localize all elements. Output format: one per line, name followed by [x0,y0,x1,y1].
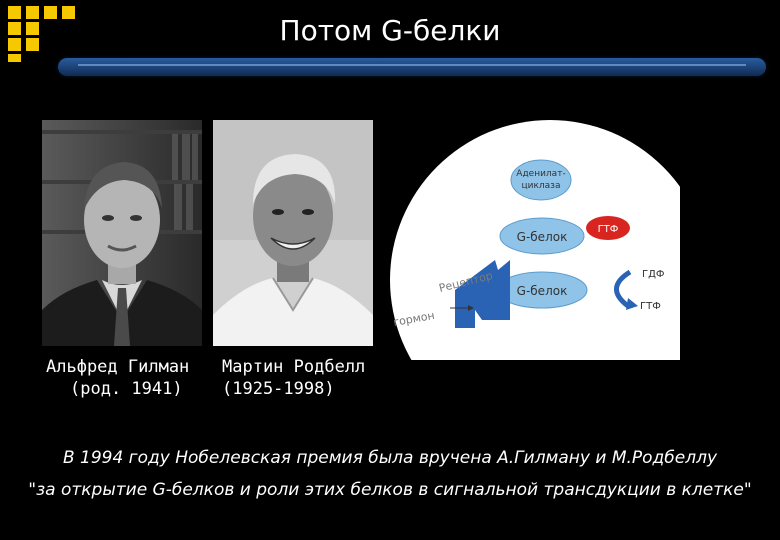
title-bar [58,58,766,76]
gdp-label: ГДФ [642,269,665,280]
adenylate-cyclase-label-2: циклаза [521,181,561,191]
receptor-label: Рецептор [437,268,495,295]
g-protein-diagram [380,110,680,360]
caption-gilman [46,356,189,400]
hormone-label: гормон [392,308,436,329]
portrait-photo-rodbell [213,120,373,346]
caption-name: Альфред Гилман [46,357,190,377]
caption-rodbell [222,356,365,400]
caption-name: Мартин Родбелл [222,357,366,377]
gtp-label-2: ГТФ [640,301,661,312]
adenylate-cyclase-shape [511,160,571,200]
slide-title: Потом G-белки [279,14,501,47]
nobel-statement: В 1994 году Нобелевская премия была вручена А.Гилману и М.Родбеллу [62,448,718,468]
nobel-citation: "за открытие G-белков и роли этих белков в сигнальной трансдукции в клетке" [28,480,752,500]
adenylate-cyclase-label-1: Аденилат- [516,169,566,179]
g-protein-top-label: G-белок [516,230,568,244]
caption-dates: (род. 1941) [70,379,183,399]
g-protein-bottom-label: G-белок [516,284,568,298]
gtp-label: ГТФ [597,224,619,235]
portrait-photo-gilman [42,120,202,346]
caption-dates: (1925-1998) [222,379,335,399]
